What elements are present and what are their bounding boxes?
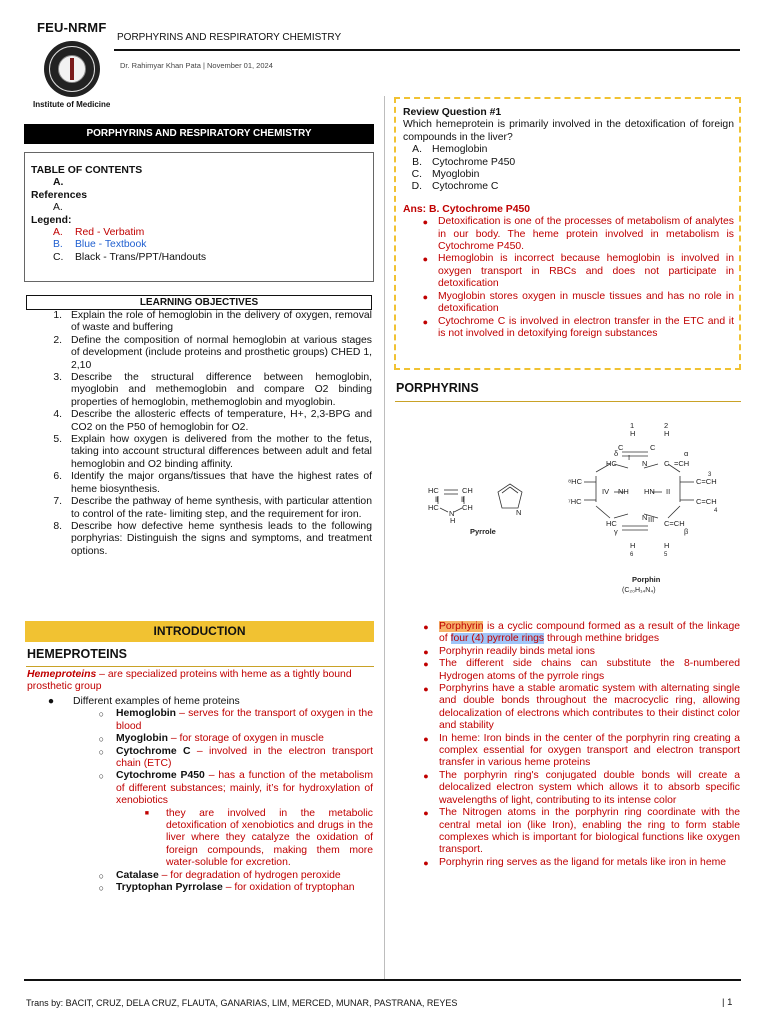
pyrrole-structure xyxy=(438,484,522,512)
svg-text:I: I xyxy=(628,453,631,462)
school-name: FEU-NRMF xyxy=(37,20,107,35)
svg-text:6: 6 xyxy=(630,552,634,558)
svg-text:4: 4 xyxy=(714,508,718,514)
heme-protein-example: ○ Tryptophan Pyrrolase – for oxidation of tryptophan xyxy=(98,882,355,894)
svg-text:C=CH: C=CH xyxy=(696,497,717,506)
review-question-text: Which hemeprotein is primarily involved in the detoxification of foreign compounds in the liver? xyxy=(403,119,734,143)
answer-explanation: ● Myoglobin stores oxygen in muscle tissues and has no role in detoxification xyxy=(422,290,734,315)
svg-text:C=CH: C=CH xyxy=(664,519,685,528)
heme-protein-example: ○ Cytochrome P450 – has a function of the metabolism of different substances; mainly, it’s for hydroxylation of xenobiotics xyxy=(98,770,373,807)
objective-item: 2. Define the composition of normal hemoglobin at various stages of development (include proteins and prosthetic groups) CHED 1, 2,10 xyxy=(53,334,372,371)
svg-text:α: α xyxy=(684,449,689,458)
answer-option: C. Myoglobin xyxy=(411,169,480,181)
svg-text:β: β xyxy=(684,527,689,536)
svg-text:II: II xyxy=(666,487,671,496)
svg-text:=CH: =CH xyxy=(674,459,690,468)
porphyrins-heading: PORPHYRINS xyxy=(396,381,479,395)
svg-text:3: 3 xyxy=(708,472,712,478)
svg-text:‖: ‖ xyxy=(461,495,465,504)
objective-item: 1. Explain the role of hemoglobin in the delivery of oxygen, removal of waste and buffering xyxy=(53,310,372,334)
list-item: ● The porphyrin ring's conjugated double bonds will create a delocalized electron system which allows it to absorb specific wavelengths of light, contributing to its intense color xyxy=(423,769,740,806)
svg-text:C: C xyxy=(664,459,670,468)
review-answer: Ans: B. Cytochrome P450 xyxy=(403,203,531,215)
hemeproteins-heading: HEMEPROTEINS xyxy=(27,647,128,661)
heme-protein-example: ○ Catalase – for degradation of hydrogen peroxide xyxy=(98,869,341,881)
heme-protein-list xyxy=(27,696,373,895)
svg-text:2: 2 xyxy=(664,422,669,430)
svg-text:N: N xyxy=(642,459,648,468)
svg-text:N: N xyxy=(516,508,522,517)
objective-item: 5. Explain how oxygen is delivered from the mother to the fetus, taking into account structural differences between adult and fetal hemoglobin and O2 binding affinity. xyxy=(53,434,372,470)
heading-underline xyxy=(395,401,741,402)
objective-item: 7. Describe the pathway of heme synthesis, with particular attention to control of the rate- limiting step, and the requirement for iron. xyxy=(53,496,372,520)
svg-text:HC: HC xyxy=(606,519,617,528)
svg-text:CH: CH xyxy=(462,486,473,495)
pyrrole-atom-labels xyxy=(428,486,521,525)
answer-explanation: ● Detoxification is one of the processes of metabolism of analytes in our body. The heme protein involved in metabolism is Cytochrome P450. xyxy=(422,216,734,253)
svg-text:‖: ‖ xyxy=(435,495,439,504)
svg-text:HC: HC xyxy=(428,486,439,495)
legend-item-red: A. Red - Verbatim xyxy=(53,227,145,239)
list-item: ● Porphyrin ring serves as the ligand for metals like iron in heme xyxy=(423,856,727,868)
learning-objectives-list xyxy=(24,310,372,558)
title-banner: PORPHYRINS AND RESPIRATORY CHEMISTRY xyxy=(24,124,374,144)
heme-protein-example: ○ Hemoglobin – serves for the transport of oxygen in the blood xyxy=(98,708,373,732)
introduction-section-bar: INTRODUCTION xyxy=(25,621,374,642)
svg-text:⁸HC: ⁸HC xyxy=(568,477,582,486)
porphyrin-notes-list xyxy=(413,621,740,869)
svg-text:5: 5 xyxy=(664,552,668,558)
svg-text:C: C xyxy=(618,443,624,452)
hemeproteins-definition: Hemeproteins – are specialized proteins with heme as a tightly bound prosthetic group xyxy=(27,669,352,693)
svg-text:III: III xyxy=(648,515,655,524)
pyrrole-label: Pyrrole xyxy=(470,527,496,536)
document-header-subtitle: Dr. Rahimyar Khan Pata | November 01, 2024 xyxy=(120,61,273,70)
answer-option: A. Hemoglobin xyxy=(412,144,488,156)
heme-protein-subitem: ■ they are involved in the metabolic detoxification of xenobiotics and drugs in the liver where they catalyze the oxidation of foreign compounds, making them more water-soluble for excretion. xyxy=(144,807,373,869)
svg-text:γ: γ xyxy=(614,527,618,536)
svg-text:H: H xyxy=(450,516,456,525)
heading-underline xyxy=(26,666,374,667)
svg-text:N: N xyxy=(642,513,648,522)
svg-text:N: N xyxy=(449,509,455,518)
objective-item: 6. Identify the major organs/tissues that have the highest rates of heme biosynthesis. xyxy=(53,471,372,495)
table-of-contents xyxy=(24,152,374,282)
answer-option: D. Cytochrome C xyxy=(411,181,499,193)
column-divider xyxy=(384,96,385,980)
svg-text:CH: CH xyxy=(462,503,473,512)
svg-text:C: C xyxy=(650,443,656,452)
svg-text:⁷HC: ⁷HC xyxy=(568,497,582,506)
school-seal-logo xyxy=(44,41,100,97)
toc-references-heading: References xyxy=(31,189,88,201)
objective-item: 4. Describe the allosteric effects of temperature, H+, 2,3-BPG and CO2 on the P50 of hemoglobin for O2. xyxy=(53,409,372,433)
toc-item[interactable]: A. xyxy=(53,177,64,189)
page-number: | 1 xyxy=(722,997,733,1008)
porphin-formula: (C₂₀H₁₄N₄) xyxy=(622,587,656,594)
svg-text:HC: HC xyxy=(428,503,439,512)
pyrrole-porphin-structure-diagram xyxy=(418,422,738,600)
svg-text:H: H xyxy=(664,429,670,438)
answer-option: B. Cytochrome P450 xyxy=(412,156,516,168)
porphin-label: Porphin xyxy=(632,575,661,584)
svg-text:H: H xyxy=(664,541,670,550)
learning-objectives-heading: LEARNING OBJECTIVES xyxy=(26,295,372,310)
institute-name: Institute of Medicine xyxy=(33,100,111,109)
svg-text:1: 1 xyxy=(630,422,635,430)
svg-text:C=CH: C=CH xyxy=(696,477,717,486)
toc-references-item[interactable]: A. xyxy=(53,202,63,214)
legend-item-black: C. Black - Trans/PPT/Handouts xyxy=(53,251,207,263)
heme-protein-example: ○ Myoglobin – for storage of oxygen in muscle xyxy=(98,733,324,745)
review-question-title: Review Question #1 xyxy=(403,107,502,118)
list-item: ● The different side chains can substitute the 8-numbered Hydrogen atoms of the pyrrole rings xyxy=(423,658,740,682)
svg-text:HN: HN xyxy=(644,487,655,496)
review-question-box xyxy=(394,97,741,370)
svg-text:NH: NH xyxy=(618,487,629,496)
legend-item-blue: B. Blue - Textbook xyxy=(53,239,147,251)
svg-text:δ: δ xyxy=(614,449,619,458)
list-item: ● Porphyrin is a cyclic compound formed as a result of the linkage of four (4) pyrrole rings through methine bridges xyxy=(423,621,740,645)
legend-heading: Legend: xyxy=(31,214,72,226)
objective-item: 3. Describe the structural difference between hemoglobin, myoglobin and methemoglobin and compare O2 binding properties of hemoglobin, methemoglobin and myoglobin. xyxy=(53,372,372,408)
svg-text:IV: IV xyxy=(602,487,610,496)
list-item: ● Porphyrin readily binds metal ions xyxy=(423,645,595,657)
list-item: ● In heme: Iron binds in the center of the porphyrin ring creating a complex essential for oxygen transport and electron transport transfer in various heme proteins xyxy=(423,732,740,769)
svg-text:HC: HC xyxy=(606,459,617,468)
footer-divider xyxy=(24,979,741,981)
svg-text:H: H xyxy=(630,429,636,438)
porphin-atom-labels xyxy=(568,422,718,558)
list-item: ● Porphyrins have a stable aromatic system with alternating single and double bonds throughout the macrocyclic ring, allowing delocalization of electrons which contributes to their distinct color and stability xyxy=(423,683,740,732)
list-item: ● The Nitrogen atoms in the porphyrin ring coordinate with the central metal ion (like Iron), enabling the ring to form stable complexes which is important for biological functions like oxygen transport. xyxy=(423,807,740,856)
answer-explanation: ● Cytochrome C is involved in electron transfer in the ETC and it is not involved in detoxifying foreign substances xyxy=(422,315,734,339)
objective-item: 8. Describe how defective heme synthesis leads to the following porphyrias: Distinguish the signs and symptoms, and treatment options. xyxy=(53,520,372,557)
svg-text:H: H xyxy=(630,541,636,550)
heme-protein-example: ○ Cytochrome C – involved in the electron transport chain (ETC) xyxy=(98,745,373,770)
list-item: ● Different examples of heme proteins xyxy=(47,696,240,707)
header-divider xyxy=(114,49,740,51)
answer-explanation: ● Hemoglobin is incorrect because hemoglobin is involved in oxygen transport in RBCs and does not participate in detoxification xyxy=(422,253,734,290)
toc-heading: TABLE OF CONTENTS xyxy=(31,165,143,176)
footer-credits: Trans by: BACIT, CRUZ, DELA CRUZ, FLAUTA, GANARIAS, LIM, MERCED, MUNAR, PASTRANA, REYES xyxy=(26,998,458,1008)
document-header-title: PORPHYRINS AND RESPIRATORY CHEMISTRY xyxy=(117,32,342,43)
